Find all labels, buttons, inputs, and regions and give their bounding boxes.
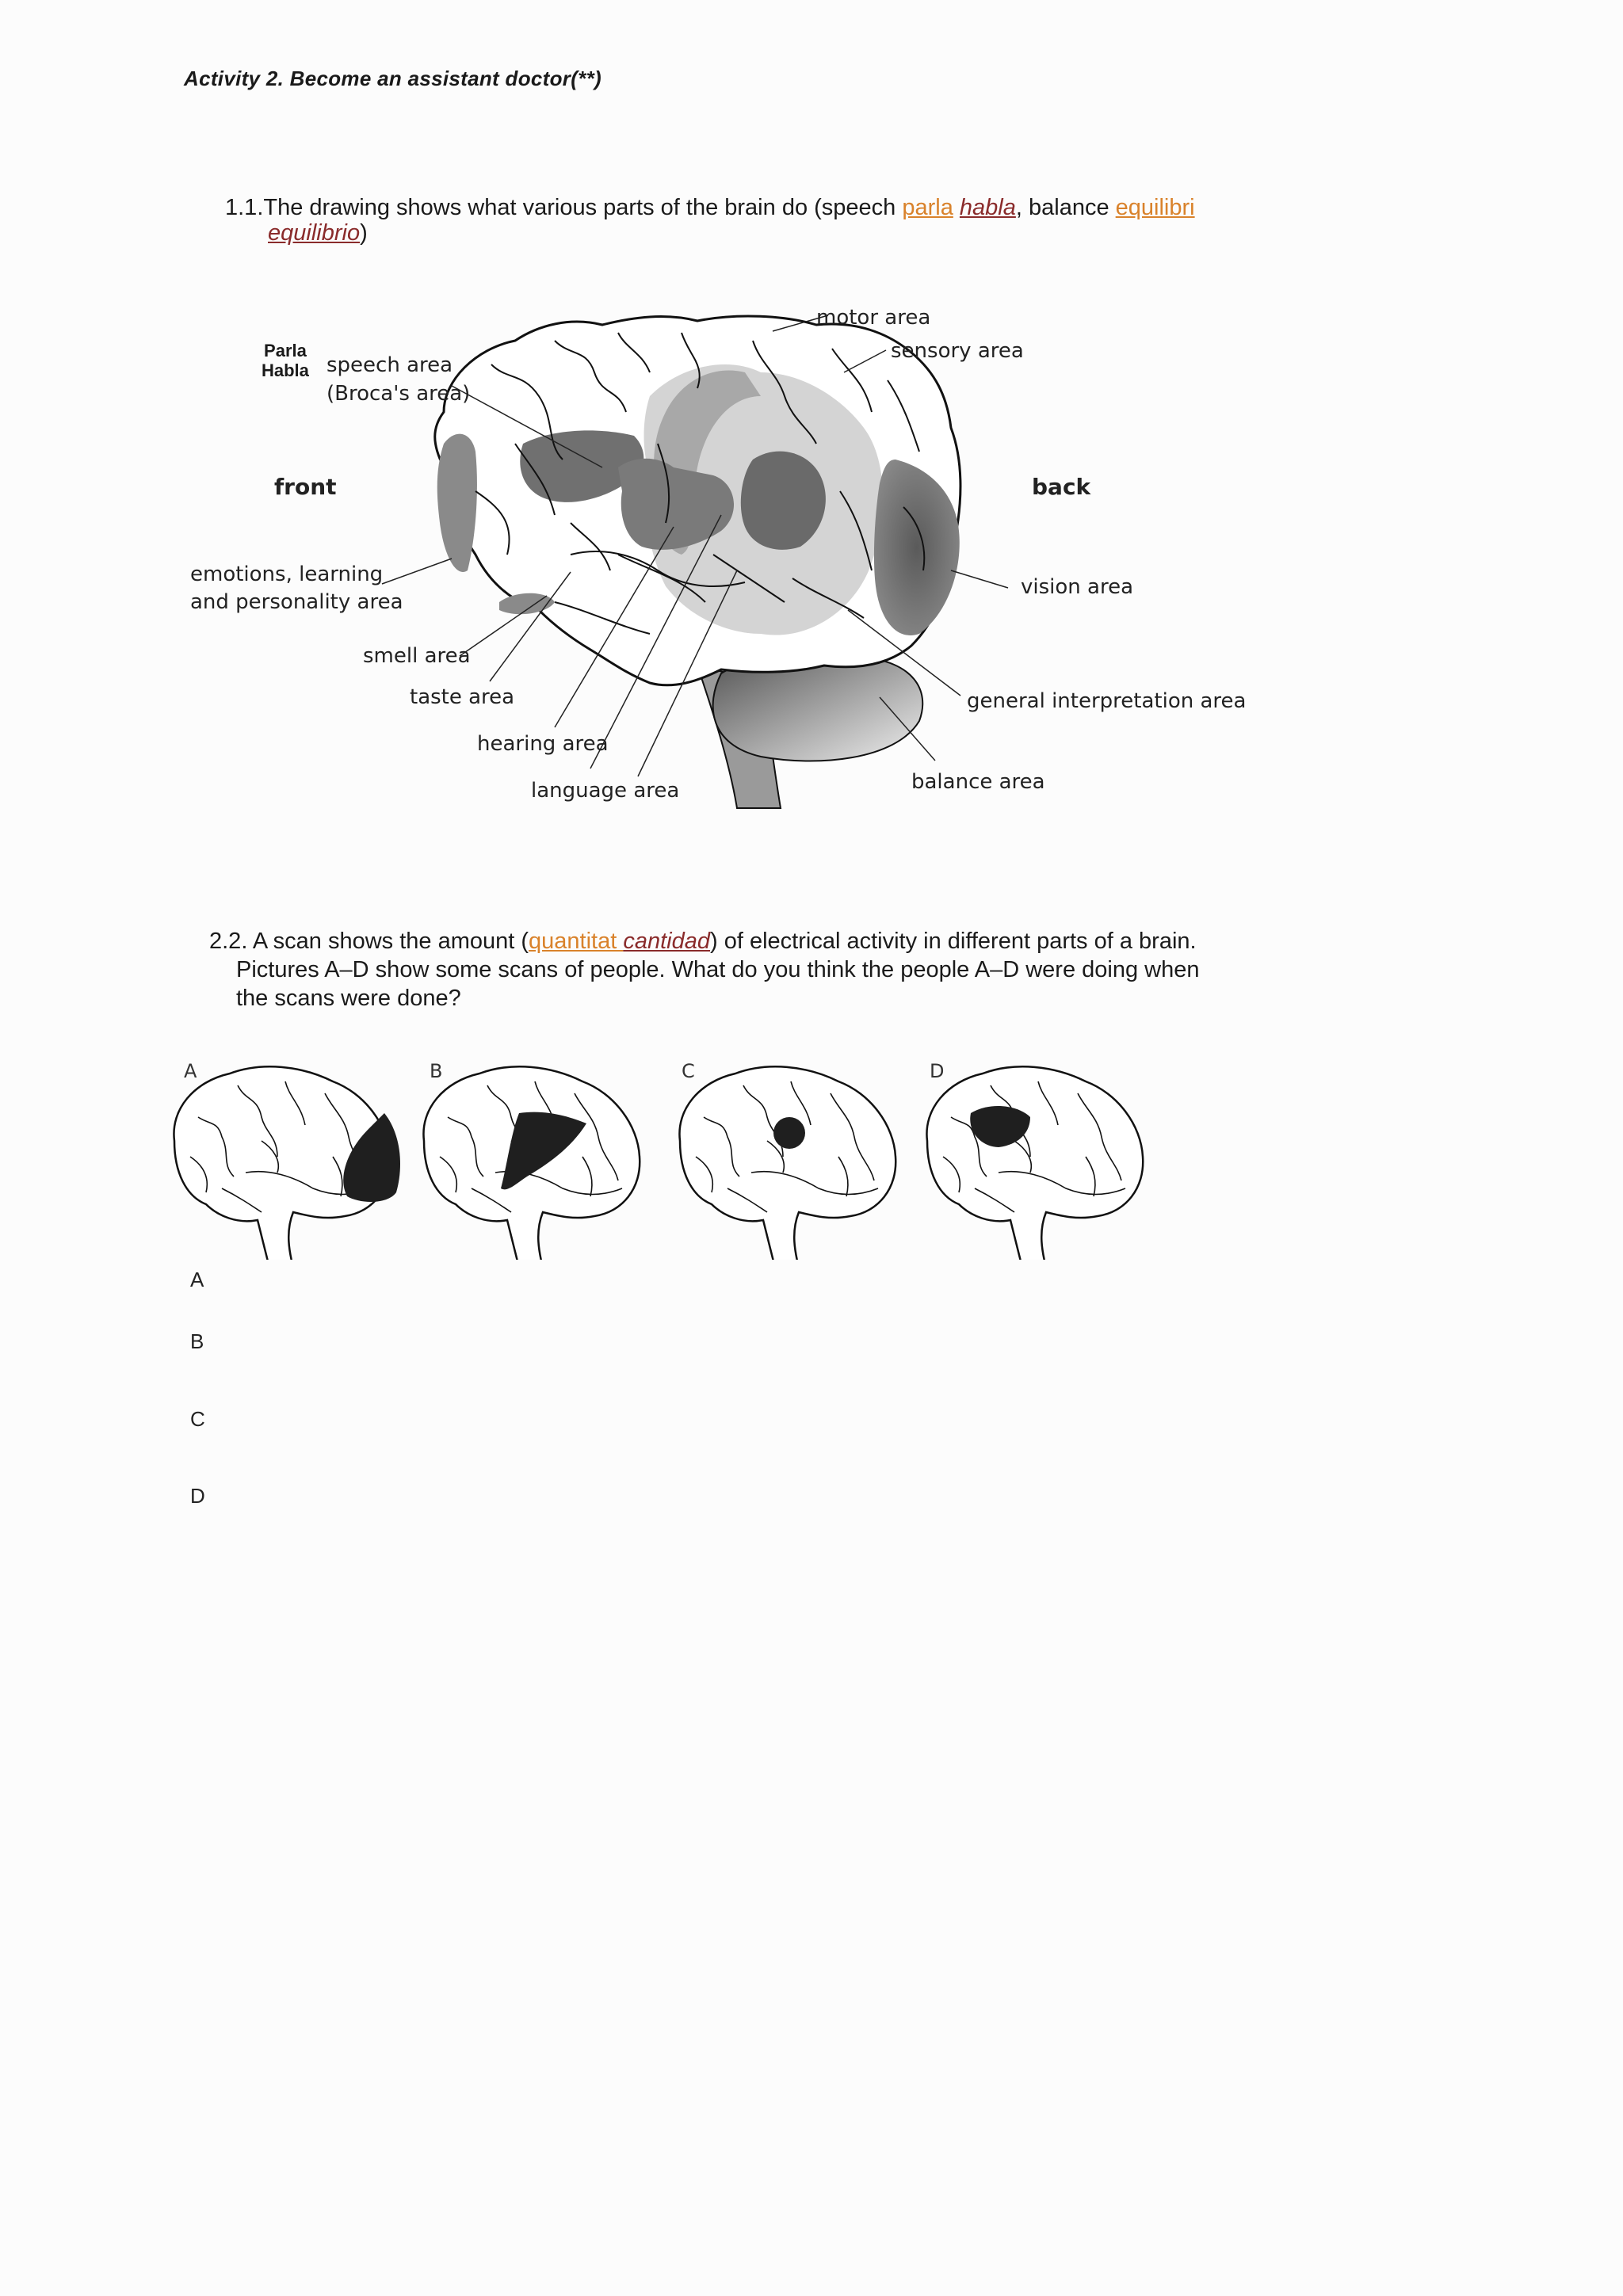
language-area-label: language area [531, 779, 680, 803]
scan-label-d: D [930, 1060, 945, 1082]
brain-diagram [0, 0, 1623, 871]
activity-title: Activity 2. Become an assistant doctor(**) [184, 67, 601, 90]
question-text: ) of electrical activity in different parts of a brain. [710, 929, 1197, 954]
brocas-area-label: (Broca's area) [327, 382, 471, 406]
answer-label-c: C [190, 1407, 205, 1431]
brain-illustration [0, 0, 1623, 871]
question-text: A scan shows the amount ( [247, 929, 529, 954]
question-text: ) [360, 220, 368, 246]
question-number: 1.1. [225, 195, 264, 220]
scan-label-b: B [430, 1060, 443, 1082]
brain-scans [0, 1046, 1623, 1260]
smell-area-label: smell area [363, 644, 471, 668]
translation-link-spanish[interactable]: equilibrio [268, 220, 361, 246]
question-2-2-continued [236, 955, 1266, 1013]
emotions-area-label-line2: and personality area [190, 590, 403, 614]
translation-link-catalan[interactable]: quantitat [529, 929, 624, 954]
answer-label-a: A [190, 1268, 204, 1291]
question-2-2 [209, 927, 1263, 955]
speech-label-translation [262, 341, 309, 380]
parla-label: Parla [264, 341, 307, 360]
emotions-area-label-line1: emotions, learning [190, 563, 384, 586]
back-label: back [1032, 474, 1091, 500]
taste-area-label: taste area [410, 685, 515, 709]
question-text-line3: the scans were done? [236, 986, 461, 1011]
sensory-area-label: sensory area [891, 339, 1024, 363]
answer-label-d: D [190, 1484, 205, 1508]
translation-link-spanish[interactable]: cantidad [623, 929, 711, 954]
vision-area-label: vision area [1021, 575, 1134, 599]
translation-link-catalan[interactable]: equilibri [1115, 195, 1195, 220]
scan-label-c: C [682, 1060, 695, 1082]
question-number: 2.2. [209, 929, 248, 954]
balance-area-label: balance area [911, 770, 1045, 794]
question-text: The drawing shows what various parts of the brain do (speech [263, 195, 903, 220]
answer-label-b: B [190, 1329, 204, 1353]
translation-link-spanish[interactable]: habla [959, 195, 1016, 220]
translation-link-catalan[interactable]: parla [902, 195, 953, 220]
scan-label-a: A [184, 1060, 197, 1082]
front-label: front [274, 474, 337, 500]
general-interpretation-area-label: general interpretation area [967, 689, 1247, 713]
hearing-area-label: hearing area [477, 732, 609, 756]
brain-scans-illustration [0, 1046, 1623, 1260]
question-text-line2: Pictures A–D show some scans of people. What do you think the people A–D were doing when [236, 957, 1200, 982]
motor-area-label: motor area [816, 306, 931, 330]
question-text: , balance [1015, 195, 1116, 220]
habla-label: Habla [262, 360, 309, 380]
speech-area-label: speech area [327, 353, 453, 377]
